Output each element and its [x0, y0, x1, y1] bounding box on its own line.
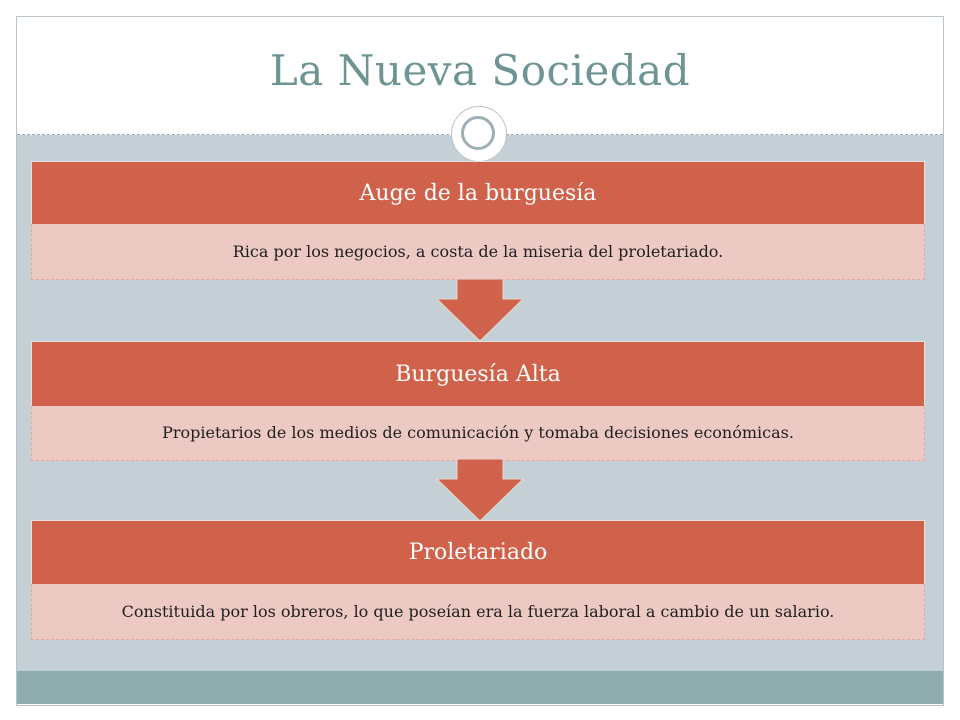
- block-description: Propietarios de los medios de comunicación y tomaba decisiones económicas.: [31, 406, 925, 461]
- block-description: Constituida por los obreros, lo que poseían era la fuerza laboral a cambio de un salario.: [31, 584, 925, 640]
- circle-icon: [461, 116, 495, 150]
- down-arrow-icon: [435, 279, 525, 343]
- hierarchy-block-burguesia-alta: [31, 341, 925, 461]
- down-arrow-icon: [435, 459, 525, 523]
- block-heading: Proletariado: [31, 520, 925, 584]
- hierarchy-block-proletariado: [31, 520, 925, 640]
- footer-band: [17, 671, 943, 704]
- slide-title: La Nueva Sociedad: [269, 46, 691, 95]
- block-heading: Auge de la burguesía: [31, 161, 925, 224]
- block-heading: Burguesía Alta: [31, 341, 925, 406]
- hierarchy-block-burguesia-auge: [31, 161, 925, 280]
- block-description: Rica por los negocios, a costa de la miseria del proletariado.: [31, 224, 925, 280]
